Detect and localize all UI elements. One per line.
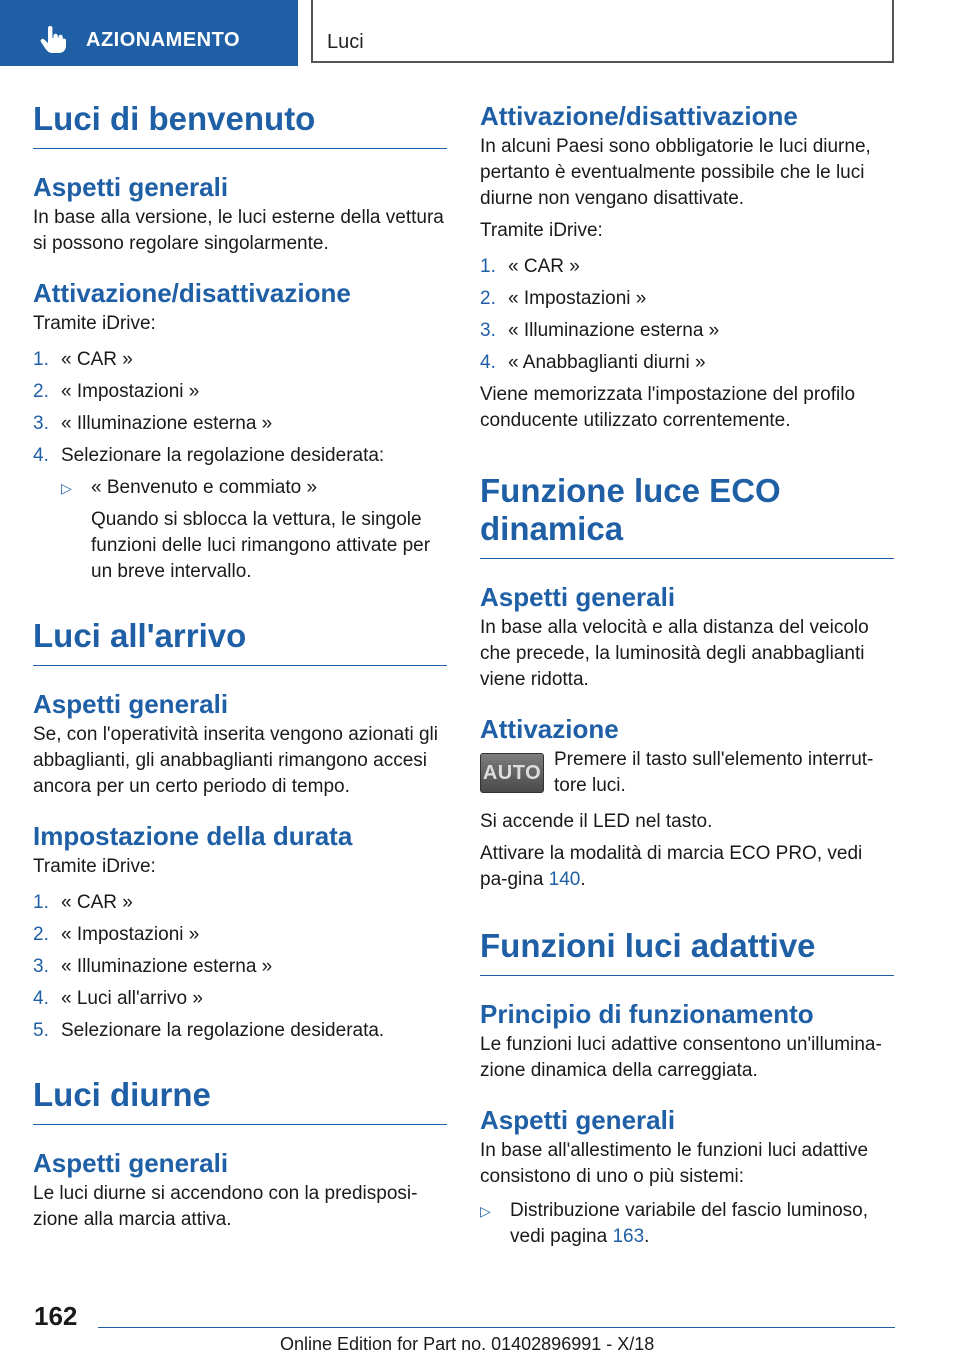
section-title: AZIONAMENTO <box>86 29 241 51</box>
subheading-general: Aspetti generali <box>33 172 229 202</box>
page-number: 162 <box>34 1301 78 1331</box>
page-link[interactable]: 140 <box>548 869 581 890</box>
paragraph: Le luci diurne si accendono con la predisposi-zione alla marcia attiva. <box>33 1183 418 1230</box>
paragraph: Tramite iDrive: <box>33 313 156 334</box>
bullet-list <box>480 1198 894 1250</box>
paragraph: Tramite iDrive: <box>480 220 603 241</box>
list-item: 1. « CAR » <box>33 892 133 913</box>
subheading-general: Aspetti generali <box>33 1148 229 1178</box>
list-item: 2. « Impostazioni » <box>480 288 647 309</box>
list-item: 2. « Impostazioni » <box>33 924 200 945</box>
paragraph: Attivare la modalità di marcia ECO PRO, vedi pa-gina 140. <box>480 843 863 890</box>
paragraph: Quando si sblocca la vettura, le singole funzioni delle luci rimangono attivate per un breve intervallo. <box>91 509 431 582</box>
steps-list <box>33 347 447 469</box>
list-item: 4. « Anabbaglianti diurni » <box>480 352 706 373</box>
paragraph: Le funzioni luci adattive consentono un'illumina-zione dinamica della carreggiata. <box>480 1034 882 1081</box>
button-instruction <box>480 747 894 803</box>
page-link[interactable]: 163 <box>612 1226 645 1247</box>
section-heading-daytime: Luci diurne <box>33 1076 447 1125</box>
list-item: ▷ « Benvenuto e commiato » <box>61 475 447 501</box>
section-tab[interactable] <box>0 0 298 66</box>
subheading-activation: Attivazione/disattivazione <box>480 101 798 131</box>
section-heading-arrival: Luci all'arrivo <box>33 617 447 666</box>
paragraph: Si accende il LED nel tasto. <box>480 811 713 832</box>
paragraph: In alcuni Paesi sono obbligatorie le luci diurne, pertanto è eventualmente possibile che le luci diurne non vengano disattivate. <box>480 136 871 209</box>
list-item: 3. « Illuminazione esterna » <box>33 956 273 977</box>
sub-list <box>61 475 447 501</box>
subheading-general: Aspetti generali <box>480 582 676 612</box>
chapter-box <box>311 0 894 63</box>
edition-note: Online Edition for Part no. 01402896991 - X/18 <box>280 1334 655 1354</box>
paragraph: Tramite iDrive: <box>33 856 156 877</box>
page-header <box>0 0 960 66</box>
section-heading-eco: Funzione luce ECO dinamica <box>480 472 894 559</box>
list-item: 5. Selezionare la regolazione desiderata. <box>33 1020 385 1041</box>
list-item: 4. Selezionare la regolazione desiderata: <box>33 445 385 466</box>
list-item: 2. « Impostazioni » <box>33 381 200 402</box>
paragraph: Se, con l'operatività inserita vengono azionati gli abbaglianti, gli anabbaglianti rimangono accesi ancora per un certo periodo di tempo. <box>33 724 438 797</box>
list-item: 3. « Illuminazione esterna » <box>33 413 273 434</box>
subheading-activation: Attivazione <box>480 714 619 744</box>
subheading-principle: Principio di funzionamento <box>480 999 814 1029</box>
paragraph: Viene memorizzata l'impostazione del profilo conducente utilizzato correntemente. <box>480 384 856 431</box>
subheading-duration: Impostazione della durata <box>33 821 353 851</box>
footer-divider <box>98 1327 895 1328</box>
paragraph: Premere il tasto sull'elemento interrut-tore luci. <box>554 749 874 796</box>
hand-pointer-icon <box>40 26 66 54</box>
auto-button-icon: AUTO <box>480 753 544 793</box>
chapter-title: Luci <box>327 31 364 53</box>
list-item: 4. « Luci all'arrivo » <box>33 988 203 1009</box>
section-heading-adaptive: Funzioni luci adattive <box>480 927 894 976</box>
paragraph: In base all'allestimento le funzioni luci adattive consistono di uno o più sistemi: <box>480 1140 869 1187</box>
triangle-bullet-icon: ▷ <box>480 1203 491 1219</box>
list-item: ▷ Distribuzione variabile del fascio luminoso, vedi pagina 163. <box>480 1200 869 1247</box>
subheading-general: Aspetti generali <box>33 689 229 719</box>
list-item: 3. « Illuminazione esterna » <box>480 320 720 341</box>
section-heading-welcome: Luci di benvenuto <box>33 100 447 149</box>
subheading-general: Aspetti generali <box>480 1105 676 1135</box>
steps-list <box>480 254 894 376</box>
triangle-bullet-icon: ▷ <box>61 480 72 496</box>
list-item: 1. « CAR » <box>480 256 580 277</box>
subheading-activation: Attivazione/disattivazione <box>33 278 351 308</box>
paragraph: In base alla velocità e alla distanza del veicolo che precede, la luminosità degli anabbaglianti viene ridotta. <box>480 617 869 690</box>
steps-list <box>33 890 447 1044</box>
paragraph: In base alla versione, le luci esterne della vettura si possono regolare singolarmente. <box>33 207 444 254</box>
right-column <box>480 100 894 1250</box>
left-column <box>33 100 447 1233</box>
list-item: 1. « CAR » <box>33 349 133 370</box>
